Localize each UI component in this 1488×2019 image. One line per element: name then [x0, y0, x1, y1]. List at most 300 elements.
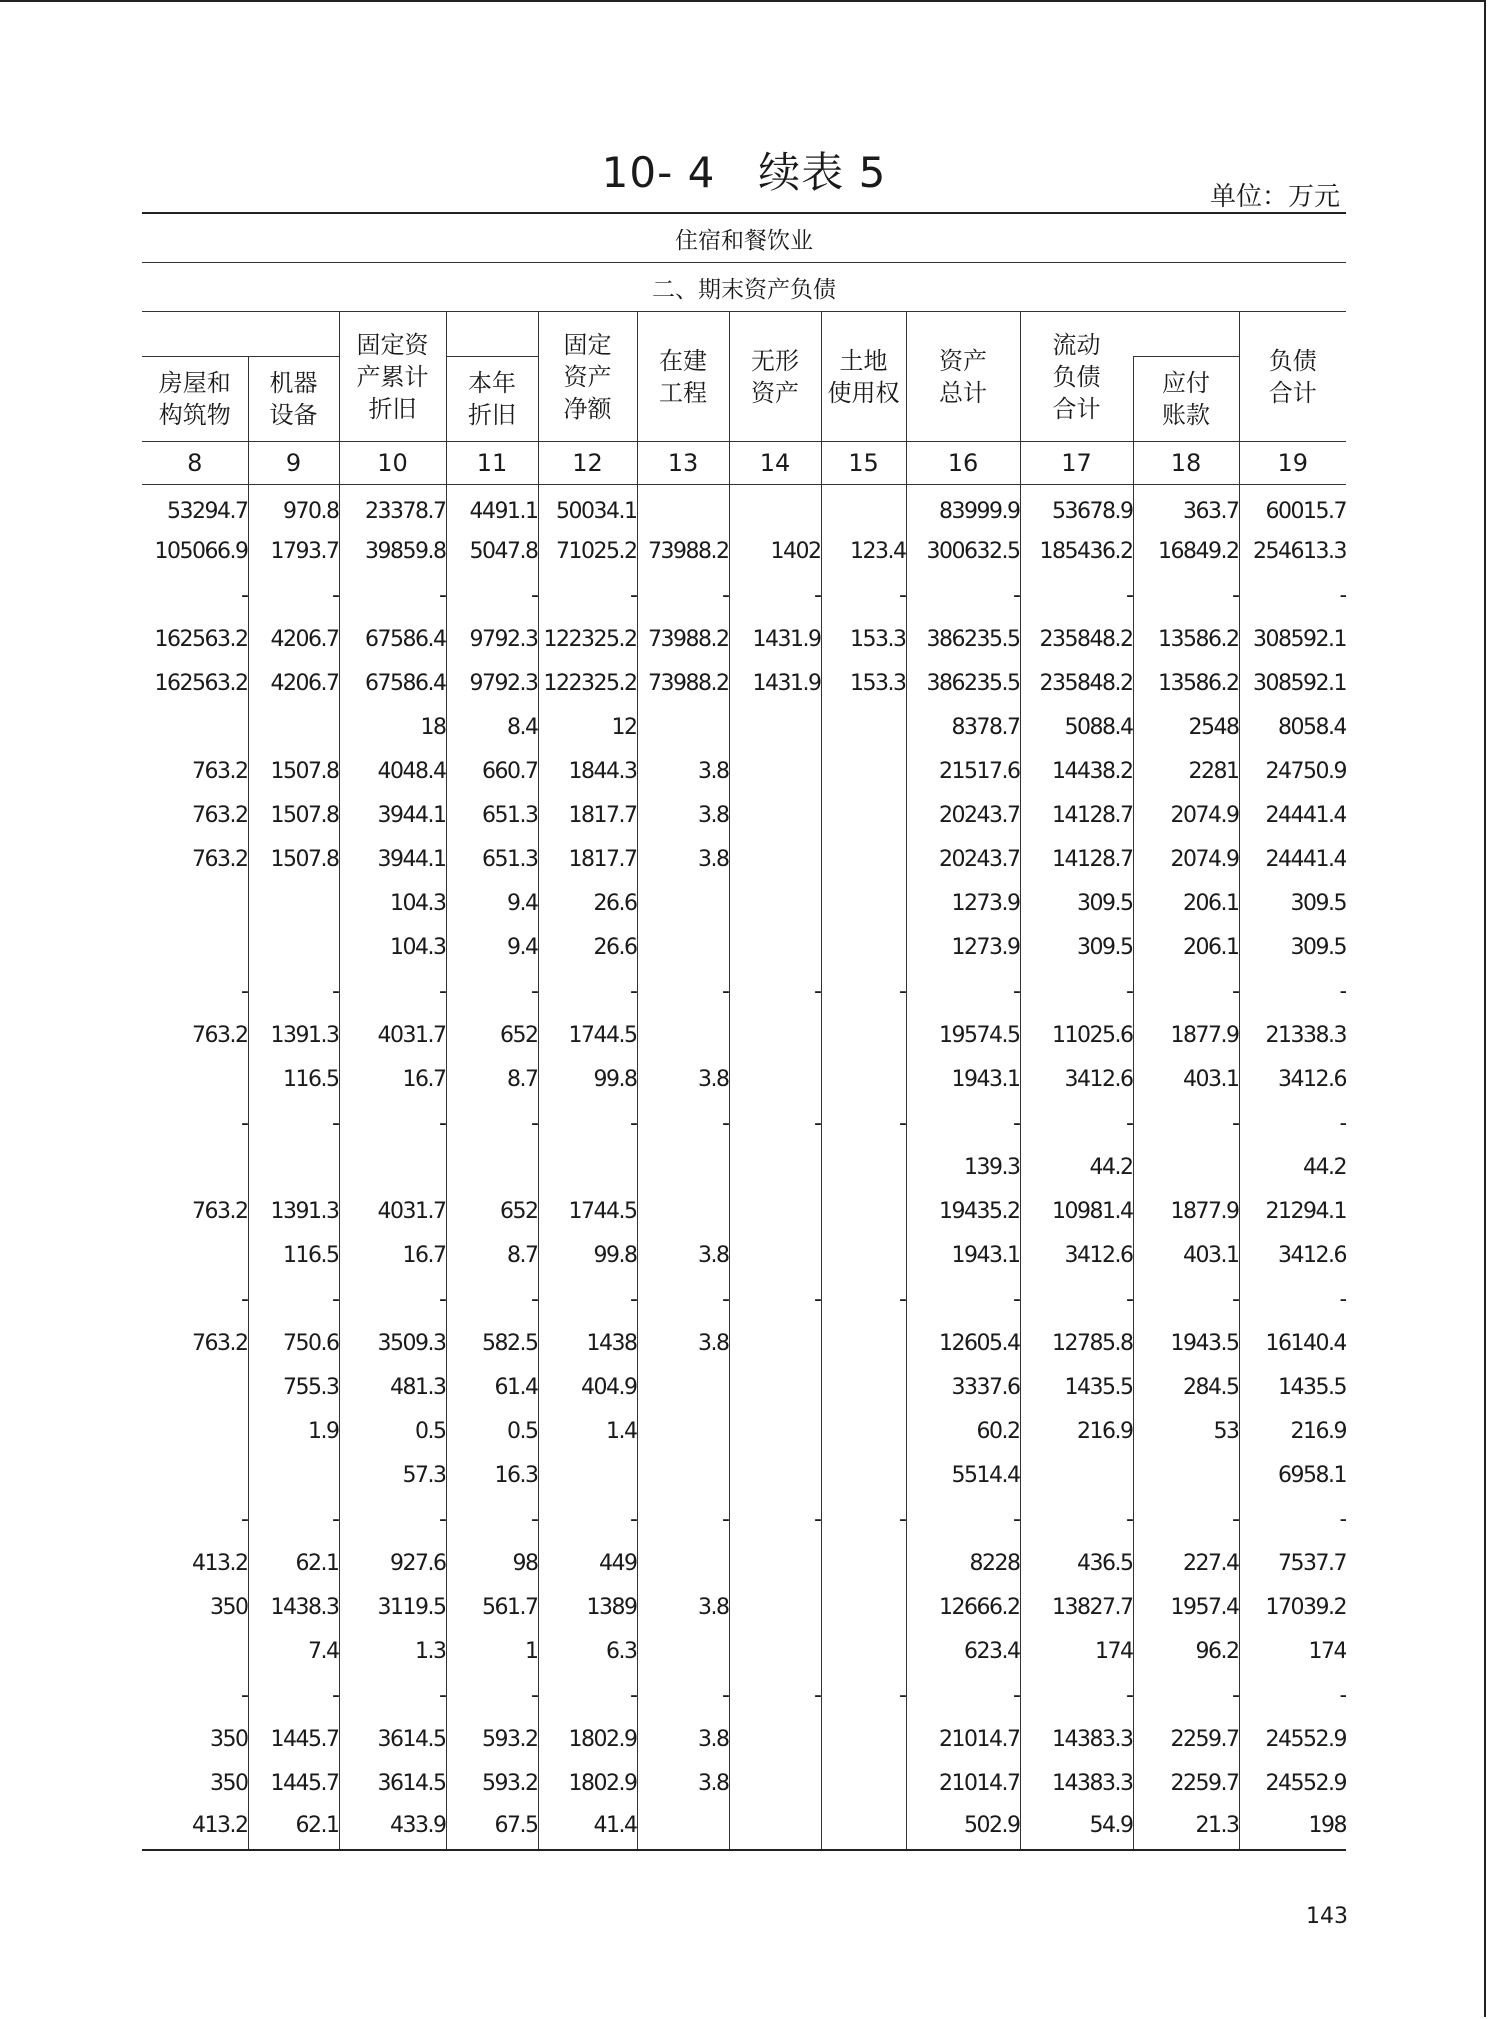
table-cell: 53294.7 [167, 498, 248, 524]
table-cell: - [1020, 1277, 1133, 1321]
table-cell: 19574.5 [906, 1013, 1020, 1057]
header-spacer [1133, 312, 1239, 357]
column-number-row [142, 442, 1346, 485]
table-cell: 83999.9 [906, 485, 1020, 530]
table-cell: 300632.5 [906, 529, 1020, 573]
table-row [142, 705, 1346, 749]
table-cell: 162563.2 [154, 626, 248, 652]
table-cell: 8058.4 [1239, 705, 1346, 749]
table-row [142, 1013, 1346, 1057]
table-cell: 39859.8 [339, 529, 446, 573]
table-row [142, 1673, 1346, 1717]
table-cell [248, 1145, 339, 1189]
table-cell: 12666.2 [906, 1585, 1020, 1629]
table-cell: 927.6 [339, 1541, 446, 1585]
table-cell: - [241, 1286, 248, 1312]
table-row [142, 925, 1346, 969]
table-cell: 309.5 [1020, 881, 1133, 925]
table-cell: 11025.6 [1020, 1013, 1133, 1057]
table-cell: 13827.7 [1020, 1585, 1133, 1629]
table-cell: 9792.3 [446, 661, 538, 705]
table-cell [729, 1805, 821, 1850]
table-cell [821, 1629, 906, 1673]
table-cell: 3412.6 [1020, 1057, 1133, 1101]
table-cell: 9.4 [446, 925, 538, 969]
table-cell: 71025.2 [538, 529, 637, 573]
table-cell: 8.4 [446, 705, 538, 749]
table-cell: - [1133, 1673, 1239, 1717]
table-cell: - [538, 1497, 637, 1541]
table-cell [142, 925, 248, 969]
table-cell [637, 1629, 729, 1673]
header-construction-in-progress: 在建 工程 [637, 312, 729, 442]
table-cell: - [241, 582, 248, 608]
table-cell [821, 485, 906, 530]
page-number: 143 [1306, 1904, 1348, 1929]
table-cell: 2259.7 [1133, 1717, 1239, 1761]
table-cell: 1389 [538, 1585, 637, 1629]
table-cell: 61.4 [446, 1365, 538, 1409]
table-cell: - [821, 1101, 906, 1145]
table-cell: 3412.6 [1239, 1233, 1346, 1277]
table-cell: 502.9 [906, 1805, 1020, 1850]
table-cell: - [1239, 1277, 1346, 1321]
table-cell: 23378.7 [339, 485, 446, 530]
table-cell: - [339, 1277, 446, 1321]
table-cell: 660.7 [446, 749, 538, 793]
table-cell: 13586.2 [1133, 661, 1239, 705]
page-title: 10- 4 续表 5 [601, 148, 887, 197]
table-cell: 1435.5 [1020, 1365, 1133, 1409]
table-cell: 16.7 [339, 1057, 446, 1101]
table-cell: 4206.7 [248, 617, 339, 661]
table-cell: 1793.7 [248, 529, 339, 573]
header-intangible-assets: 无形 资产 [729, 312, 821, 442]
table-cell: 651.3 [446, 837, 538, 881]
table-cell: - [339, 1497, 446, 1541]
column-number: 17 [1020, 442, 1133, 485]
table-cell: 403.1 [1133, 1057, 1239, 1101]
table-cell: 651.3 [446, 793, 538, 837]
table-cell [821, 705, 906, 749]
header-annual-depreciation: 本年 折旧 [446, 357, 538, 442]
table-cell: - [729, 573, 821, 617]
table-cell: 227.4 [1133, 1541, 1239, 1585]
table-cell: 3944.1 [339, 793, 446, 837]
table-cell: 9.4 [446, 881, 538, 925]
table-cell: - [248, 1277, 339, 1321]
table-cell: 24750.9 [1239, 749, 1346, 793]
header-buildings: 房屋和 构筑物 [142, 357, 248, 442]
table-cell: 3.8 [637, 1585, 729, 1629]
table-cell: 561.7 [446, 1585, 538, 1629]
table-cell: - [637, 1673, 729, 1717]
table-cell [142, 881, 248, 925]
table-cell: 4031.7 [339, 1013, 446, 1057]
table-cell: - [248, 969, 339, 1013]
header-land-use-rights: 土地 使用权 [821, 312, 906, 442]
table-cell: - [637, 1101, 729, 1145]
table-cell: - [248, 1497, 339, 1541]
table-cell [729, 1541, 821, 1585]
table-cell: 7.4 [248, 1629, 339, 1673]
table-cell: 3.8 [637, 837, 729, 881]
table-cell [729, 1629, 821, 1673]
table-cell: 21338.3 [1239, 1013, 1346, 1057]
table-row [142, 1189, 1346, 1233]
table-cell: - [1020, 1101, 1133, 1145]
table-cell [637, 705, 729, 749]
table-cell [729, 705, 821, 749]
table-cell: 198 [1239, 1805, 1346, 1850]
table-row [142, 1585, 1346, 1629]
table-cell: - [637, 573, 729, 617]
table-cell: 763.2 [192, 758, 248, 784]
table-row [142, 1321, 1346, 1365]
table-cell: 96.2 [1133, 1629, 1239, 1673]
table-cell: 2281 [1133, 749, 1239, 793]
table-cell: - [729, 1101, 821, 1145]
table-cell: 652 [446, 1189, 538, 1233]
table-cell: 3944.1 [339, 837, 446, 881]
table-cell: 26.6 [538, 881, 637, 925]
header-accounts-payable: 应付 账款 [1133, 357, 1239, 442]
table-cell: - [446, 1277, 538, 1321]
table-cell [637, 1145, 729, 1189]
table-cell: - [1239, 573, 1346, 617]
table-cell: 3.8 [637, 1057, 729, 1101]
table-cell: 105066.9 [154, 538, 248, 564]
table-cell: - [906, 1497, 1020, 1541]
table-cell: 174 [1239, 1629, 1346, 1673]
section-heading: 二、期末资产负债 [142, 263, 1346, 312]
table-cell: 26.6 [538, 925, 637, 969]
table-cell: 386235.5 [906, 617, 1020, 661]
table-cell: 386235.5 [906, 661, 1020, 705]
table-cell: 14128.7 [1020, 837, 1133, 881]
column-number: 11 [446, 442, 538, 485]
table-cell: 3412.6 [1020, 1233, 1133, 1277]
table-row [142, 529, 1346, 573]
table-cell: 216.9 [1239, 1409, 1346, 1453]
table-cell: - [1133, 1497, 1239, 1541]
table-cell: 216.9 [1020, 1409, 1133, 1453]
table-cell: 67586.4 [339, 617, 446, 661]
table-cell [729, 1233, 821, 1277]
table-cell: 10981.4 [1020, 1189, 1133, 1233]
table-cell [821, 1585, 906, 1629]
table-cell [821, 793, 906, 837]
table-cell [637, 1409, 729, 1453]
table-cell [821, 1761, 906, 1805]
table-cell [821, 1365, 906, 1409]
table-row [142, 969, 1346, 1013]
table-cell: 652 [446, 1013, 538, 1057]
table-cell: 5514.4 [906, 1453, 1020, 1497]
table-cell: 1744.5 [538, 1013, 637, 1057]
table-row [142, 1101, 1346, 1145]
table-cell: 1957.4 [1133, 1585, 1239, 1629]
table-cell: 593.2 [446, 1717, 538, 1761]
header-machinery: 机器 设备 [248, 357, 339, 442]
table-cell: 3.8 [637, 1761, 729, 1805]
table-cell: 1802.9 [538, 1717, 637, 1761]
column-number: 13 [637, 442, 729, 485]
table-cell [729, 1321, 821, 1365]
table-cell: - [729, 1277, 821, 1321]
table-cell: - [248, 573, 339, 617]
table-cell: 1438.3 [248, 1585, 339, 1629]
table-cell: 4048.4 [339, 749, 446, 793]
table-cell: - [538, 969, 637, 1013]
table-cell: 122325.2 [538, 661, 637, 705]
table-cell [729, 1761, 821, 1805]
table-cell: - [906, 969, 1020, 1013]
table-cell: 1877.9 [1133, 1013, 1239, 1057]
table-cell: 3337.6 [906, 1365, 1020, 1409]
header-current-liabilities: 流动 负债 合计 [1020, 312, 1133, 442]
table-row [142, 1541, 1346, 1585]
table-cell: - [821, 1673, 906, 1717]
table-cell: 0.5 [446, 1409, 538, 1453]
table-cell: 8.7 [446, 1233, 538, 1277]
table-cell: 1431.9 [729, 661, 821, 705]
table-cell [637, 1013, 729, 1057]
table-cell: 449 [538, 1541, 637, 1585]
header-net-fixed-assets: 固定 资产 净额 [538, 312, 637, 442]
table-cell: 350 [210, 1726, 248, 1752]
table-cell: 12785.8 [1020, 1321, 1133, 1365]
table-cell: 2074.9 [1133, 793, 1239, 837]
table-cell [729, 793, 821, 837]
table-cell: 20243.7 [906, 793, 1020, 837]
table-cell: 1438 [538, 1321, 637, 1365]
header-total-liabilities: 负债 合计 [1239, 312, 1346, 442]
table-cell: 21014.7 [906, 1717, 1020, 1761]
table-cell: 8228 [906, 1541, 1020, 1585]
table-cell: - [1020, 573, 1133, 617]
table-cell: 98 [446, 1541, 538, 1585]
table-cell: 350 [210, 1770, 248, 1796]
table-cell: 4031.7 [339, 1189, 446, 1233]
table-cell: - [1020, 1497, 1133, 1541]
header-spacer [142, 312, 339, 357]
table-cell: 750.6 [248, 1321, 339, 1365]
table-cell: 763.2 [192, 1022, 248, 1048]
table-cell: - [1133, 1277, 1239, 1321]
table-cell: 1273.9 [906, 881, 1020, 925]
table-row [142, 837, 1346, 881]
table-cell: 20243.7 [906, 837, 1020, 881]
table-cell: 3.8 [637, 1321, 729, 1365]
table-cell: 8378.7 [906, 705, 1020, 749]
table-cell: 309.5 [1239, 881, 1346, 925]
table-cell: 3614.5 [339, 1717, 446, 1761]
table-cell [142, 1057, 248, 1101]
table-cell [142, 1145, 248, 1189]
table-cell: 309.5 [1020, 925, 1133, 969]
table-cell: 1402 [729, 529, 821, 573]
table-cell: 104.3 [339, 925, 446, 969]
table-cell: - [339, 969, 446, 1013]
table-cell: 350 [210, 1594, 248, 1620]
table-cell: - [538, 1673, 637, 1717]
table-cell: 21294.1 [1239, 1189, 1346, 1233]
table-cell: - [446, 1101, 538, 1145]
table-cell: 1507.8 [248, 749, 339, 793]
table-cell: - [446, 1497, 538, 1541]
table-cell [637, 1189, 729, 1233]
table-cell: 73988.2 [637, 617, 729, 661]
table-cell [821, 1057, 906, 1101]
table-cell: 413.2 [142, 1805, 248, 1850]
table-cell: 206.1 [1133, 881, 1239, 925]
table-row [142, 1761, 1346, 1805]
table-cell: 1744.5 [538, 1189, 637, 1233]
table-cell: 1817.7 [538, 793, 637, 837]
column-number: 19 [1239, 442, 1346, 485]
table-cell: - [1020, 1673, 1133, 1717]
table-cell: 2259.7 [1133, 1761, 1239, 1805]
table-cell: 1844.3 [538, 749, 637, 793]
table-cell: 16.3 [446, 1453, 538, 1497]
table-cell: 185436.2 [1020, 529, 1133, 573]
table-cell: - [248, 1673, 339, 1717]
table-cell: - [538, 1277, 637, 1321]
table-cell: - [446, 969, 538, 1013]
table-cell [821, 1409, 906, 1453]
table-cell: 403.1 [1133, 1233, 1239, 1277]
table-cell: - [821, 573, 906, 617]
table-cell: - [446, 573, 538, 617]
table-cell [729, 837, 821, 881]
table-cell: 254613.3 [1239, 529, 1346, 573]
table-cell: 122325.2 [538, 617, 637, 661]
table-cell: 67586.4 [339, 661, 446, 705]
table-cell: 623.4 [906, 1629, 1020, 1673]
table-cell [821, 1717, 906, 1761]
table-cell: - [1133, 1101, 1239, 1145]
table-cell [637, 485, 729, 530]
table-cell: 763.2 [192, 802, 248, 828]
column-number: 14 [729, 442, 821, 485]
table-cell: 41.4 [538, 1805, 637, 1850]
table-cell: 1817.7 [538, 837, 637, 881]
table-cell [538, 1453, 637, 1497]
table-cell: 3.8 [637, 793, 729, 837]
table-cell: 433.9 [339, 1805, 446, 1850]
table-row [142, 573, 1346, 617]
table-cell: - [241, 1110, 248, 1136]
table-cell [248, 925, 339, 969]
table-cell [821, 1145, 906, 1189]
table-row [142, 793, 1346, 837]
table-cell [1020, 1453, 1133, 1497]
table-cell: 24552.9 [1239, 1717, 1346, 1761]
table-cell: 763.2 [192, 846, 248, 872]
table-cell: 593.2 [446, 1761, 538, 1805]
table-cell: 1507.8 [248, 837, 339, 881]
table-cell: 1391.3 [248, 1013, 339, 1057]
table-cell: - [729, 969, 821, 1013]
table-cell: 1445.7 [248, 1761, 339, 1805]
table-cell: 763.2 [192, 1198, 248, 1224]
table-cell: 1435.5 [1239, 1365, 1346, 1409]
table-cell: 235848.2 [1020, 617, 1133, 661]
table-cell: 3.8 [637, 749, 729, 793]
table-cell: 60015.7 [1239, 485, 1346, 530]
table-cell: - [906, 1101, 1020, 1145]
table-cell: 21.3 [1133, 1805, 1239, 1850]
table-cell: 12 [538, 705, 637, 749]
table-cell: 53678.9 [1020, 485, 1133, 530]
table-cell: 12605.4 [906, 1321, 1020, 1365]
header-total-assets: 资产 总计 [906, 312, 1020, 442]
table-cell [142, 1233, 248, 1277]
table-cell: - [906, 1673, 1020, 1717]
sector-heading: 住宿和餐饮业 [142, 213, 1346, 263]
column-number: 8 [142, 442, 248, 485]
unit-label: 单位：万元 [1209, 182, 1340, 212]
table-cell: 50034.1 [538, 485, 637, 530]
table-cell [446, 1145, 538, 1189]
table-cell: 104.3 [339, 881, 446, 925]
table-cell: 73988.2 [637, 661, 729, 705]
table-cell [637, 1453, 729, 1497]
table-cell [821, 1321, 906, 1365]
table-cell [729, 749, 821, 793]
table-cell [729, 1453, 821, 1497]
table-cell: 24552.9 [1239, 1761, 1346, 1805]
table-cell: 1431.9 [729, 617, 821, 661]
table-cell: - [1239, 1101, 1346, 1145]
table-cell: 16140.4 [1239, 1321, 1346, 1365]
table-cell [729, 485, 821, 530]
column-number: 16 [906, 442, 1020, 485]
table-cell [142, 1629, 248, 1673]
table-cell: 162563.2 [154, 670, 248, 696]
table-cell: 174 [1020, 1629, 1133, 1673]
table-cell: 3509.3 [339, 1321, 446, 1365]
header-accumulated-depreciation: 固定资 产累计 折旧 [339, 312, 446, 442]
table-cell: 18 [339, 705, 446, 749]
table-cell [729, 1189, 821, 1233]
table-cell: 14383.3 [1020, 1717, 1133, 1761]
table-cell: 16849.2 [1133, 529, 1239, 573]
table-cell: 1445.7 [248, 1717, 339, 1761]
table-body [142, 485, 1346, 1851]
table-cell [821, 1013, 906, 1057]
column-number: 10 [339, 442, 446, 485]
table-cell [821, 881, 906, 925]
table-cell: 116.5 [248, 1057, 339, 1101]
table-cell [538, 1145, 637, 1189]
table-cell: 19435.2 [906, 1189, 1020, 1233]
table-cell [1133, 1453, 1239, 1497]
table-cell: - [637, 969, 729, 1013]
table-cell: 1.3 [339, 1629, 446, 1673]
table-cell [729, 1145, 821, 1189]
table-cell: - [906, 1277, 1020, 1321]
table-cell: - [1239, 1497, 1346, 1541]
table-cell: 3.8 [637, 1717, 729, 1761]
table-cell: 21014.7 [906, 1761, 1020, 1805]
table-row [142, 1233, 1346, 1277]
table-cell: 763.2 [192, 1330, 248, 1356]
table-cell: 54.9 [1020, 1805, 1133, 1850]
table-cell [821, 1541, 906, 1585]
table-cell: - [538, 573, 637, 617]
